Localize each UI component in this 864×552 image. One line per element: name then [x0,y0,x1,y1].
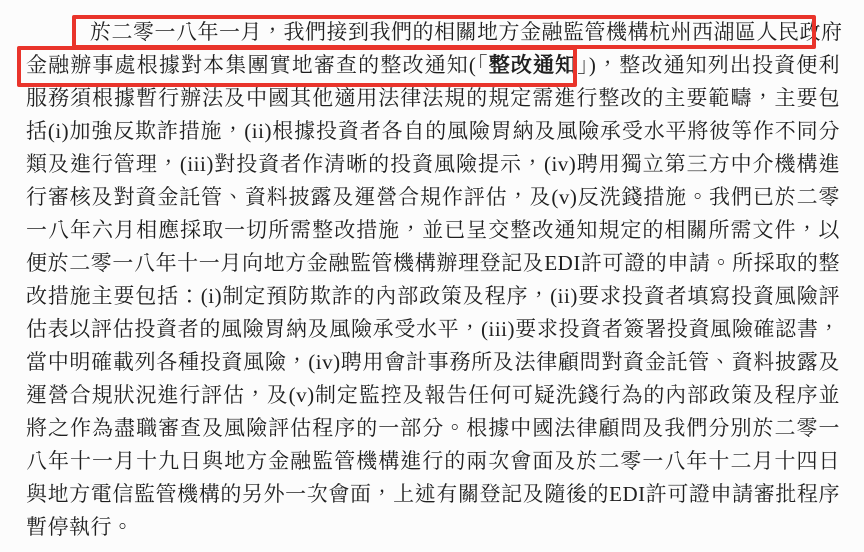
text-line-13 [26,412,840,445]
text-segment: 將之作為盡職審查及風險評估程序的一部分。根據中國法律顧問及我們分別於二零一 [26,416,840,440]
text-line-5 [26,148,840,181]
text-segment: 括(i)加強反欺詐措施，(ii)根據投資者各自的風險胃納及風險承受水平將彼等作不同分 [26,119,840,143]
text-line-1 [26,16,843,49]
paragraph [26,16,843,544]
text-segment: 一八年六月相應採取一切所需整改措施，並已呈交整改通知規定的相關所需文件，以 [26,218,840,242]
text-segment: 金融辦事處根據對本集團實地審查的整改通知(「 [26,53,489,77]
text-line-3 [26,82,840,115]
text-line-7 [26,214,840,247]
text-segment: 服務須根據暫行辦法及中國其他適用法律法規的規定需進行整改的主要範疇，主要包 [26,86,840,110]
text-segment: 與地方電信監管機構的另外一次會面，上述有關登記及隨後的EDI許可證申請審批程序 [26,482,840,506]
text-segment: 便於二零一八年十一月向地方金融監管機構辦理登記及EDI許可證的申請。所採取的整 [26,251,840,275]
text-segment: 運營合規狀況進行評估，及(v)制定監控及報告任何可疑洗錢行為的內部政策及程序並 [26,383,840,407]
text-line-6 [26,181,840,214]
text-segment: 當中明確載列各種投資風險，(iv)聘用會計事務所及法律顧問對資金託管、資料披露及 [26,350,840,374]
text-line-14 [26,445,840,478]
text-line-15 [26,478,840,511]
text-segment: 估表以評估投資者的風險胃納及風險承受水平，(iii)要求投資者簽署投資風險確認書， [26,317,840,341]
text-segment: 行審核及對資金託管、資料披露及運營合規作評估，及(v)反洗錢措施。我們已於二零 [26,185,840,209]
text-segment: 類及進行管理，(iii)對投資者作清晰的投資風險提示，(iv)聘用獨立第三方中介機構進 [26,152,840,176]
text-line-10 [26,313,840,346]
text-segment: 八年十一月十九日與地方金融監管機構進行的兩次會面及於二零一八年十二月十四日 [26,449,840,473]
text-segment: 暫停執行。 [26,515,134,539]
text-segment: 改措施主要包括：(i)制定預防欺詐的內部政策及程序，(ii)要求投資者填寫投資風險評 [26,284,840,308]
text-line-11 [26,346,840,379]
text-line-9 [26,280,840,313]
text-line-16 [26,511,840,544]
defined-term-bold: 整改通知 [488,53,578,77]
text-line-2 [26,49,840,82]
text-line-4 [26,115,840,148]
text-line-12 [26,379,840,412]
text-line-8 [26,247,840,280]
text-segment: 於二零一八年一月，我們接到我們的相關地方金融監管機構杭州西湖區人民政府 [90,20,843,44]
text-segment: 」)，整改通知列出投資便利 [577,53,841,77]
